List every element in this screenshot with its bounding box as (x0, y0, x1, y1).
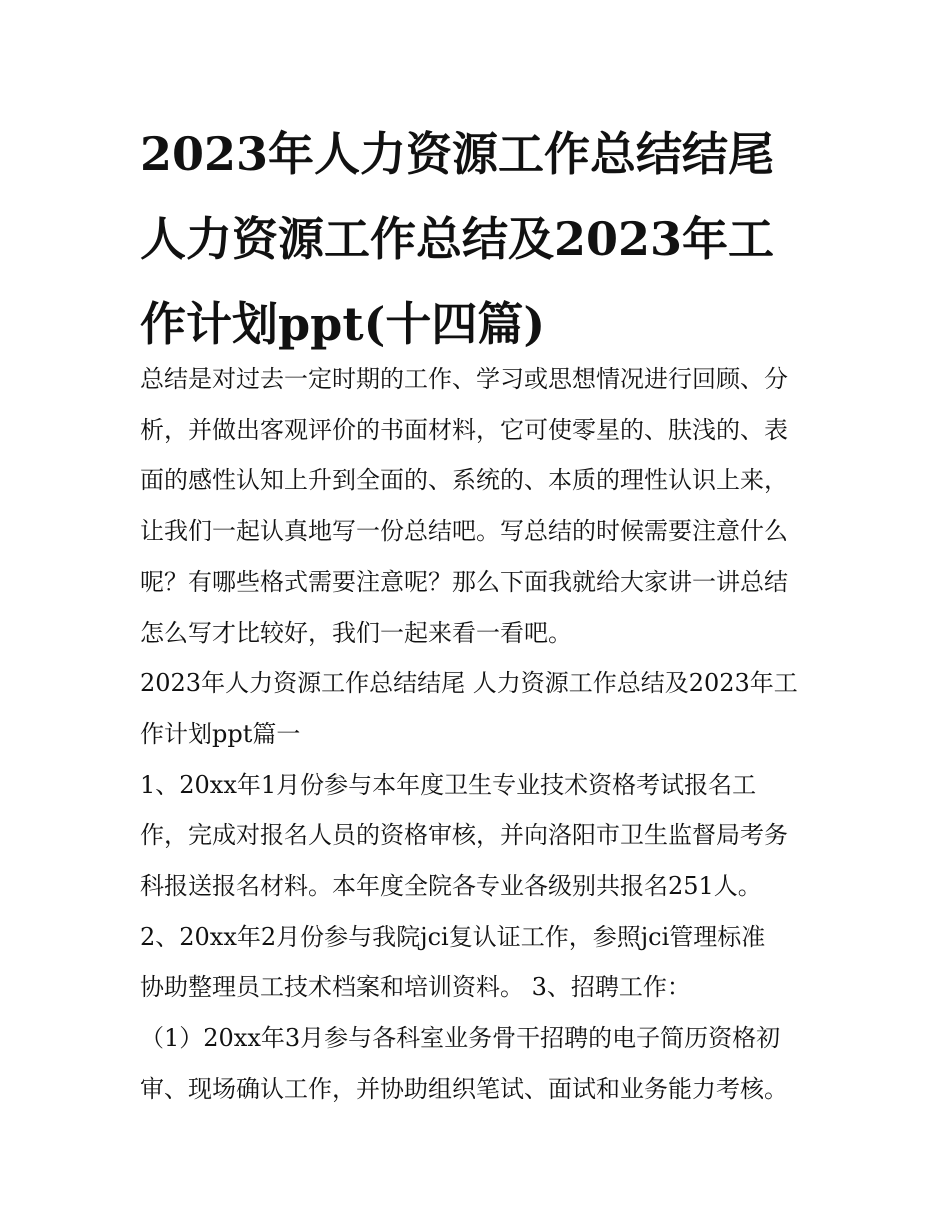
title-line-3: 作计划ppt(十四篇) (140, 297, 546, 351)
body-line: 怎么写才比较好，我们一起来看一看吧。 (140, 618, 572, 647)
body-line: 2、20xx年2月份参与我院jci复认证工作，参照jci管理标准 (140, 922, 766, 951)
section-heading-line: 作计划ppt篇一 (140, 719, 301, 748)
body-line: 析，并做出客观评价的书面材料，它可使零星的、肤浅的、表 (140, 415, 788, 444)
body-line: 协助整理员工技术档案和培训资料。 3、招聘工作： (140, 973, 691, 1002)
body-line: 作，完成对报名人员的资格审核，并向洛阳市卫生监督局考务 (140, 821, 788, 850)
body-line: 科报送报名材料。本年度全院各专业各级别共报名251人。 (140, 872, 762, 901)
body-line: 让我们一起认真地写一份总结吧。写总结的时候需要注意什么 (140, 517, 788, 546)
title-line-1: 2023年人力资源工作总结结尾 (140, 127, 775, 181)
body-line: （1）20xx年3月参与各科室业务骨干招聘的电子简历资格初 (140, 1024, 781, 1053)
document-body (140, 354, 820, 1115)
body-line: 面的感性认知上升到全面的、系统的、本质的理性认识上来， (140, 466, 788, 495)
body-line: 呢？有哪些格式需要注意呢？那么下面我就给大家讲一讲总结 (140, 567, 788, 596)
document-title (140, 112, 820, 367)
body-line: 1、20xx年1月份参与本年度卫生专业技术资格考试报名工 (140, 770, 757, 799)
body-line: 总结是对过去一定时期的工作、学习或思想情况进行回顾、分 (140, 365, 788, 393)
section-heading-line: 2023年人力资源工作总结结尾 人力资源工作总结及2023年工 (140, 669, 798, 698)
title-line-2: 人力资源工作总结及2023年工 (140, 212, 775, 266)
body-line: 审、现场确认工作，并协助组织笔试、面试和业务能力考核。 (140, 1074, 788, 1103)
